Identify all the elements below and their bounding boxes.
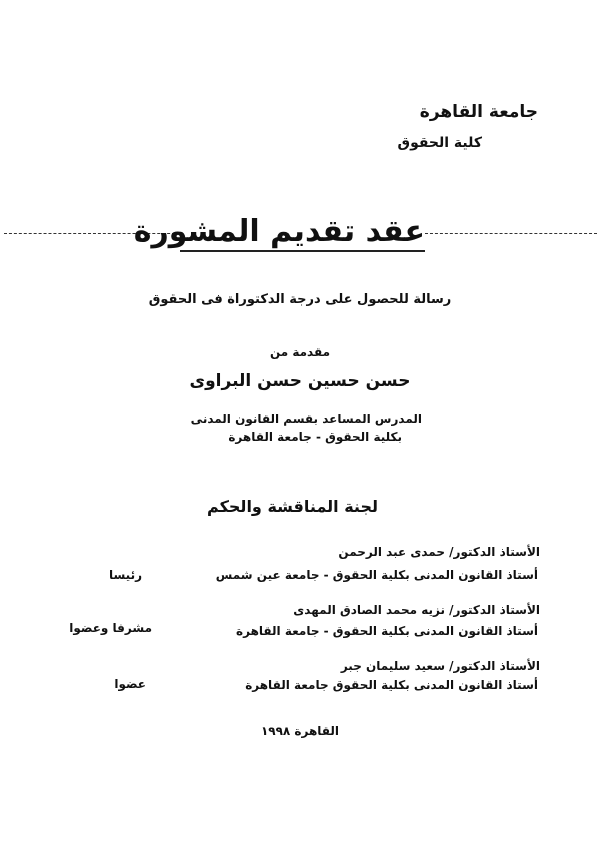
- committee-member-position: أستاذ القانون المدنى بكلية الحقوق - جامعة القاهرة: [236, 624, 538, 638]
- committee-member-name: الأستاذ الدكتور/ سعيد سليمان جبر: [340, 659, 540, 673]
- faculty-name: كلية الحقوق: [397, 135, 482, 151]
- presented-by-label: مقدمة من: [269, 345, 331, 359]
- author-name: حسن حسين حسن البراوى: [189, 371, 411, 391]
- place-and-year: القاهرة ١٩٩٨: [260, 724, 340, 738]
- title-rule-right: [425, 233, 597, 234]
- committee-member-role: مشرفا وعضوا: [69, 621, 152, 635]
- thesis-title: عقد تقديم المشورة: [180, 214, 425, 252]
- thesis-subtitle: رسالة للحصول على درجة الدكتوراة فى الحقوق: [148, 292, 452, 307]
- committee-member-position: أستاذ القانون المدنى بكلية الحقوق - جامعة عين شمس: [215, 568, 538, 582]
- committee-member-role: عضوا: [114, 677, 146, 691]
- committee-member-name: الأستاذ الدكتور/ حمدى عبد الرحمن: [338, 545, 540, 559]
- committee-member-position: أستاذ القانون المدنى بكلية الحقوق جامعة القاهرة: [245, 678, 538, 692]
- committee-member-role: رئيسا: [108, 568, 142, 582]
- author-affiliation: بكلية الحقوق - جامعة القاهرة: [228, 430, 402, 444]
- committee-member-name: الأستاذ الدكتور/ نزيه محمد الصادق المهدى: [293, 603, 540, 617]
- committee-heading: لجنة المناقشة والحكم: [207, 497, 378, 516]
- university-name: جامعة القاهرة: [419, 102, 538, 122]
- author-position: المدرس المساعد بقسم القانون المدنى: [190, 412, 422, 426]
